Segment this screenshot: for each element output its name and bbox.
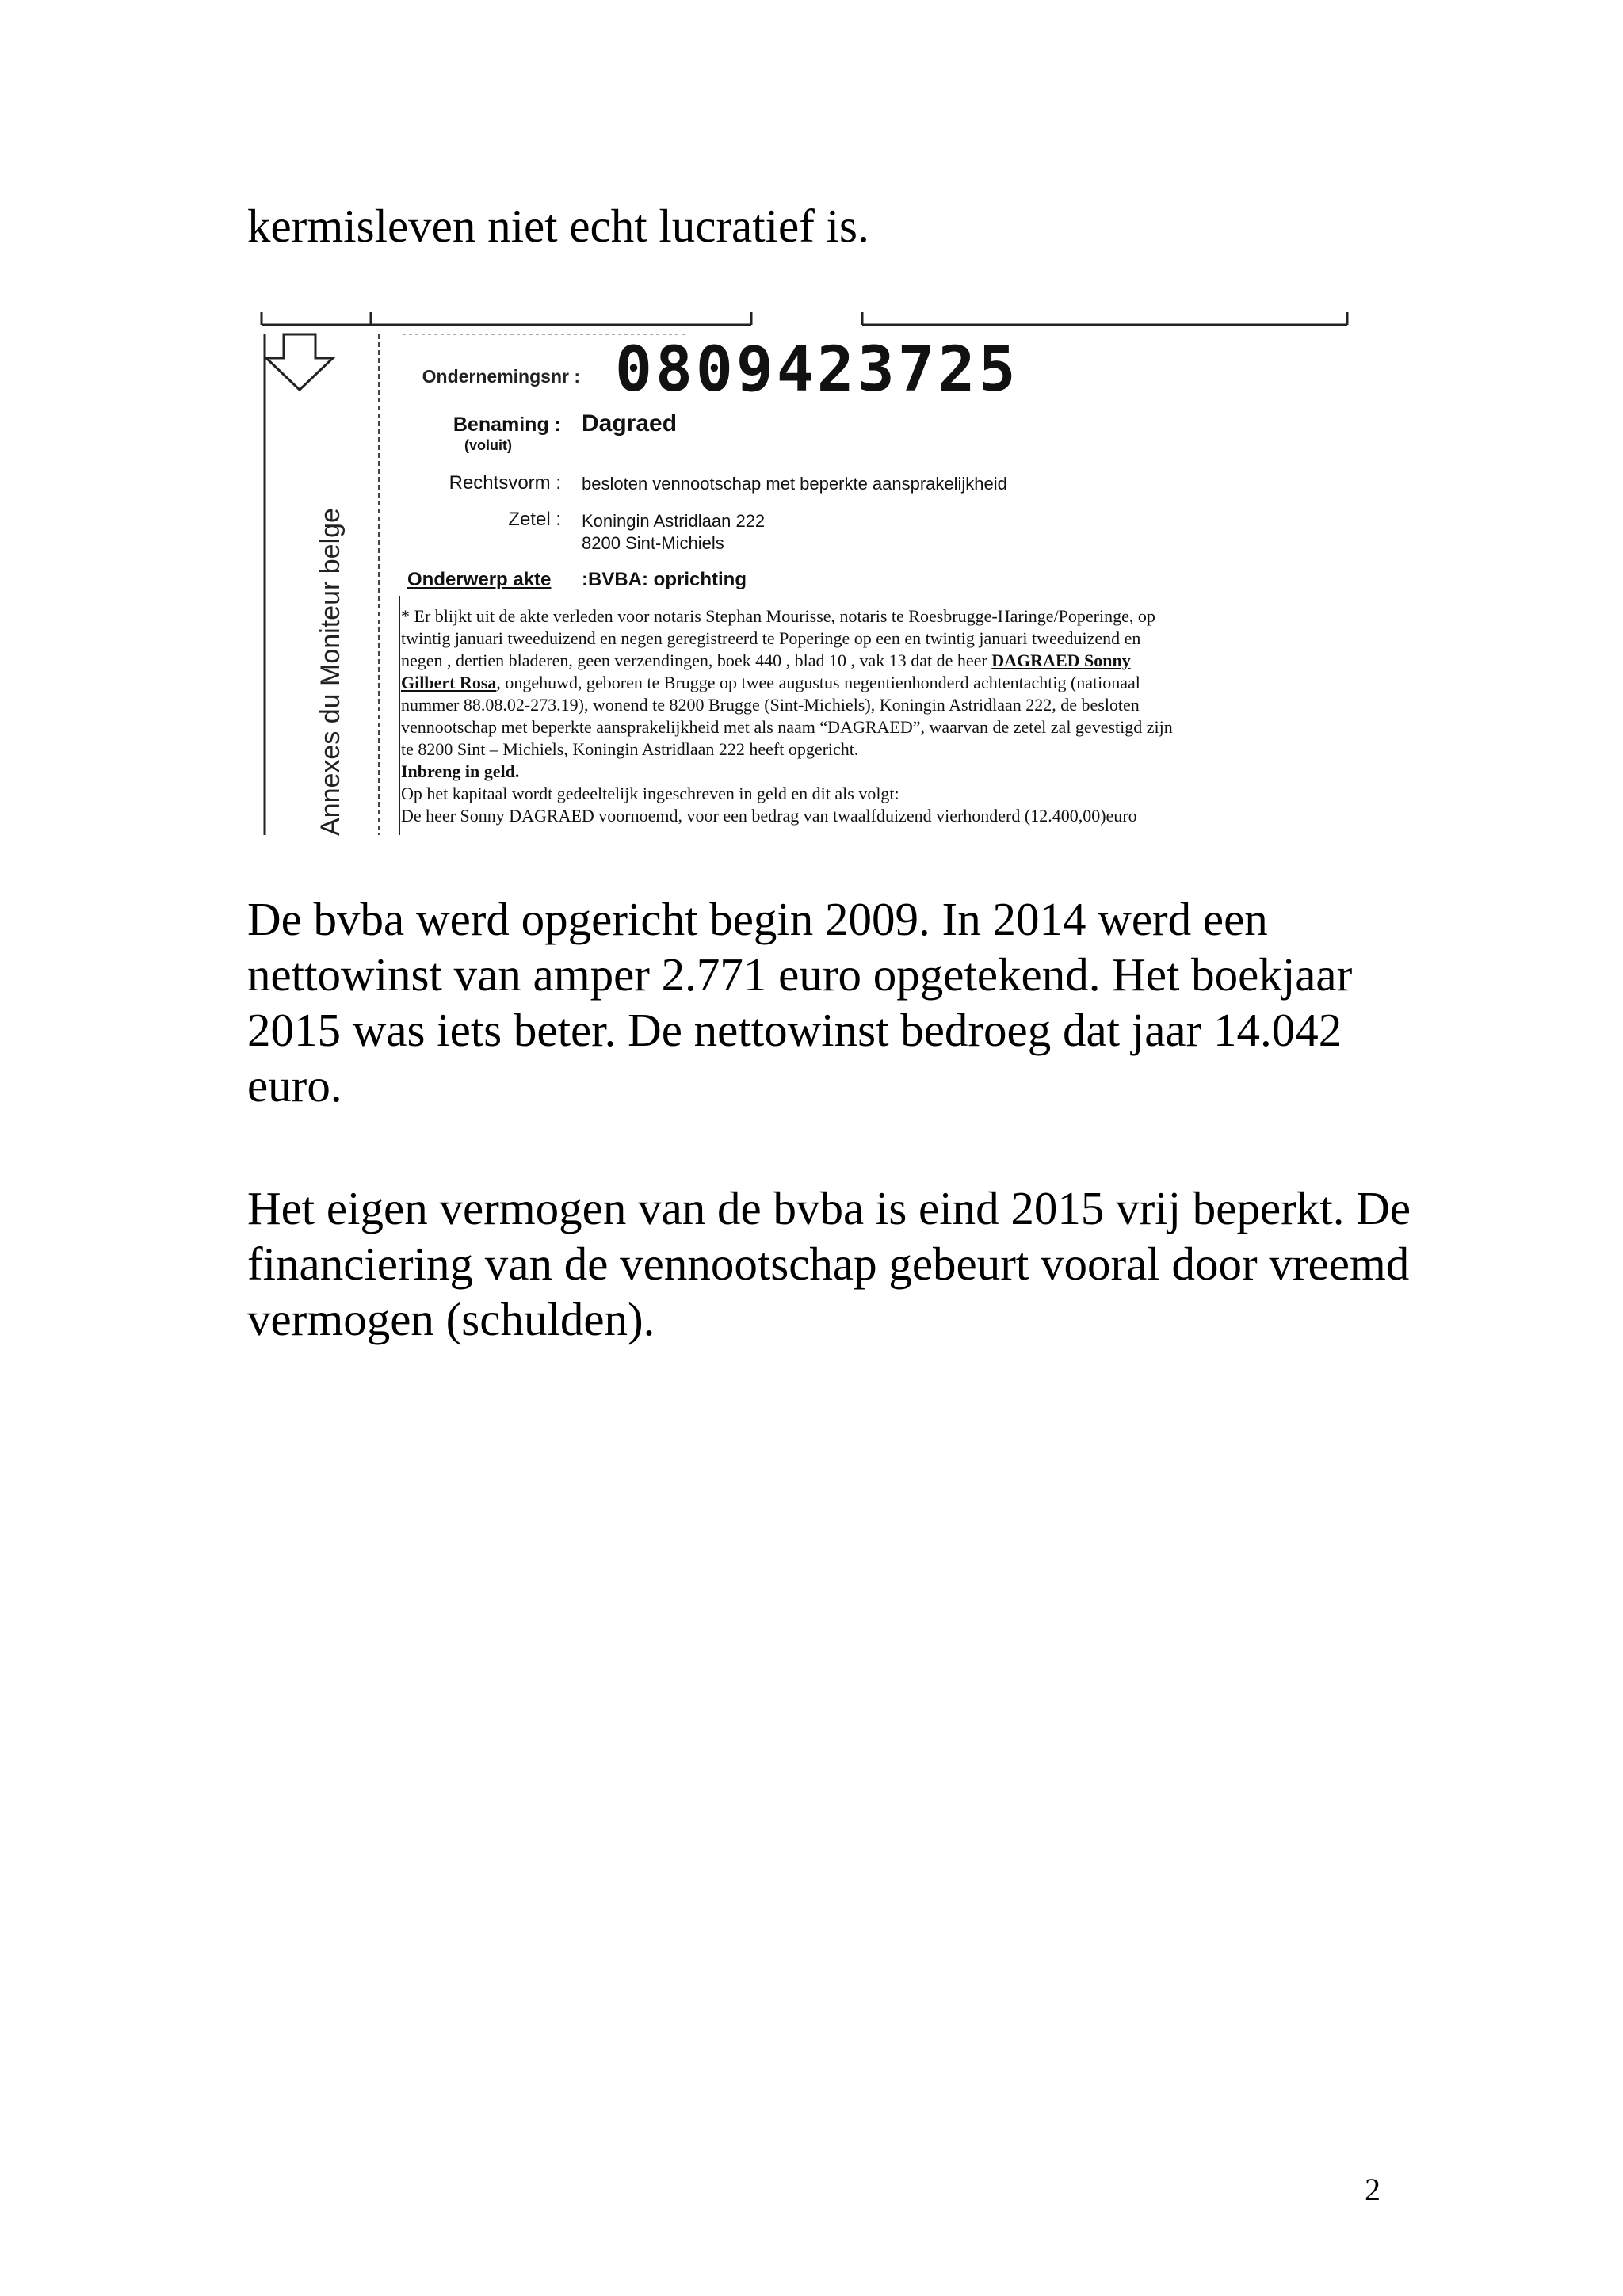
equity-paragraph: Het eigen vermogen van de bvba is eind 2015 vrij beperkt. De financiering van de vennootschap gebeurt vooral door vreemd vermogen (schulden). xyxy=(247,1182,1411,1345)
intro-paragraph: kermisleven niet echt lucratief is. xyxy=(247,200,869,252)
profit-paragraph: De bvba werd opgericht begin 2009. In 2014 werd een nettowinst van amper 2.771 euro opgetekend. Het boekjaar 2015 was iets beter. De nettowinst bedroeg dat jaar 14.042 euro. xyxy=(247,893,1353,1112)
subject-value: :BVBA: oprichting xyxy=(582,569,747,590)
name-label: Benaming : xyxy=(453,414,561,436)
founder-name-part2: Gilbert Rosa xyxy=(401,673,497,692)
subject-label: Onderwerp akte xyxy=(407,569,552,590)
deed-heading-text: Inbreng in geld. xyxy=(401,761,520,781)
legal-form-label: Rechtsvorm : xyxy=(449,472,561,494)
deed-text xyxy=(401,605,1352,827)
name-value: Dagraed xyxy=(582,410,678,437)
enterprise-number-label: Ondernemingsnr : xyxy=(422,366,580,387)
gazette-scan-image xyxy=(260,311,1354,835)
deed-line: vennootschap met beperkte aansprakelijkheid met als naam “DAGRAED”, waarvan de zetel zal gevestigd zijn xyxy=(401,717,1173,737)
deed-line: twintig januari tweeduizend en negen geregistreerd te Poperinge op een en twintig januari tweeduizend en xyxy=(401,628,1141,648)
deed-line xyxy=(401,650,1352,672)
deed-line xyxy=(401,672,1352,694)
enterprise-number: 0809423725 xyxy=(615,334,1019,406)
legal-form-value: besloten vennootschap met beperkte aansprakelijkheid xyxy=(582,474,1007,494)
deed-line: * Er blijkt uit de akte verleden voor notaris Stephan Mourisse, notaris te Roesbrugge-Haringe/Poperinge, op xyxy=(401,606,1155,626)
seat-line-1: Koningin Astridlaan 222 xyxy=(582,511,766,531)
seat-label: Zetel : xyxy=(508,509,561,530)
deed-line: nummer 88.08.02-273.19), wonend te 8200 Brugge (Sint-Michiels), Koningin Astridlaan 222, de besloten xyxy=(401,695,1140,715)
deed-line: te 8200 Sint – Michiels, Koningin Astridlaan 222 heeft opgericht. xyxy=(401,739,859,759)
founder-name-part1: DAGRAED Sonny xyxy=(991,650,1131,670)
page-number: 2 xyxy=(1365,2172,1381,2207)
seat-value xyxy=(582,510,765,555)
deed-heading xyxy=(401,761,1352,783)
gazette-side-label: Annexes du Moniteur belge xyxy=(315,508,346,836)
deed-line-text: negen , dertien bladeren, geen verzendingen, boek 440 , blad 10 , vak 13 dat de heer xyxy=(401,650,992,670)
deed-line: Op het kapitaal wordt gedeeltelijk ingeschreven in geld en dit als volgt: xyxy=(401,784,899,803)
name-sublabel: (voluit) xyxy=(464,437,512,453)
deed-line: De heer Sonny DAGRAED voornoemd, voor een bedrag van twaalfduizend vierhonderd (12.400,00)euro xyxy=(401,806,1137,826)
deed-line-text: , ongehuwd, geboren te Brugge op twee augustus negentienhonderd achtentachtig (nationaal xyxy=(496,673,1140,692)
seat-line-2: 8200 Sint-Michiels xyxy=(582,533,724,553)
